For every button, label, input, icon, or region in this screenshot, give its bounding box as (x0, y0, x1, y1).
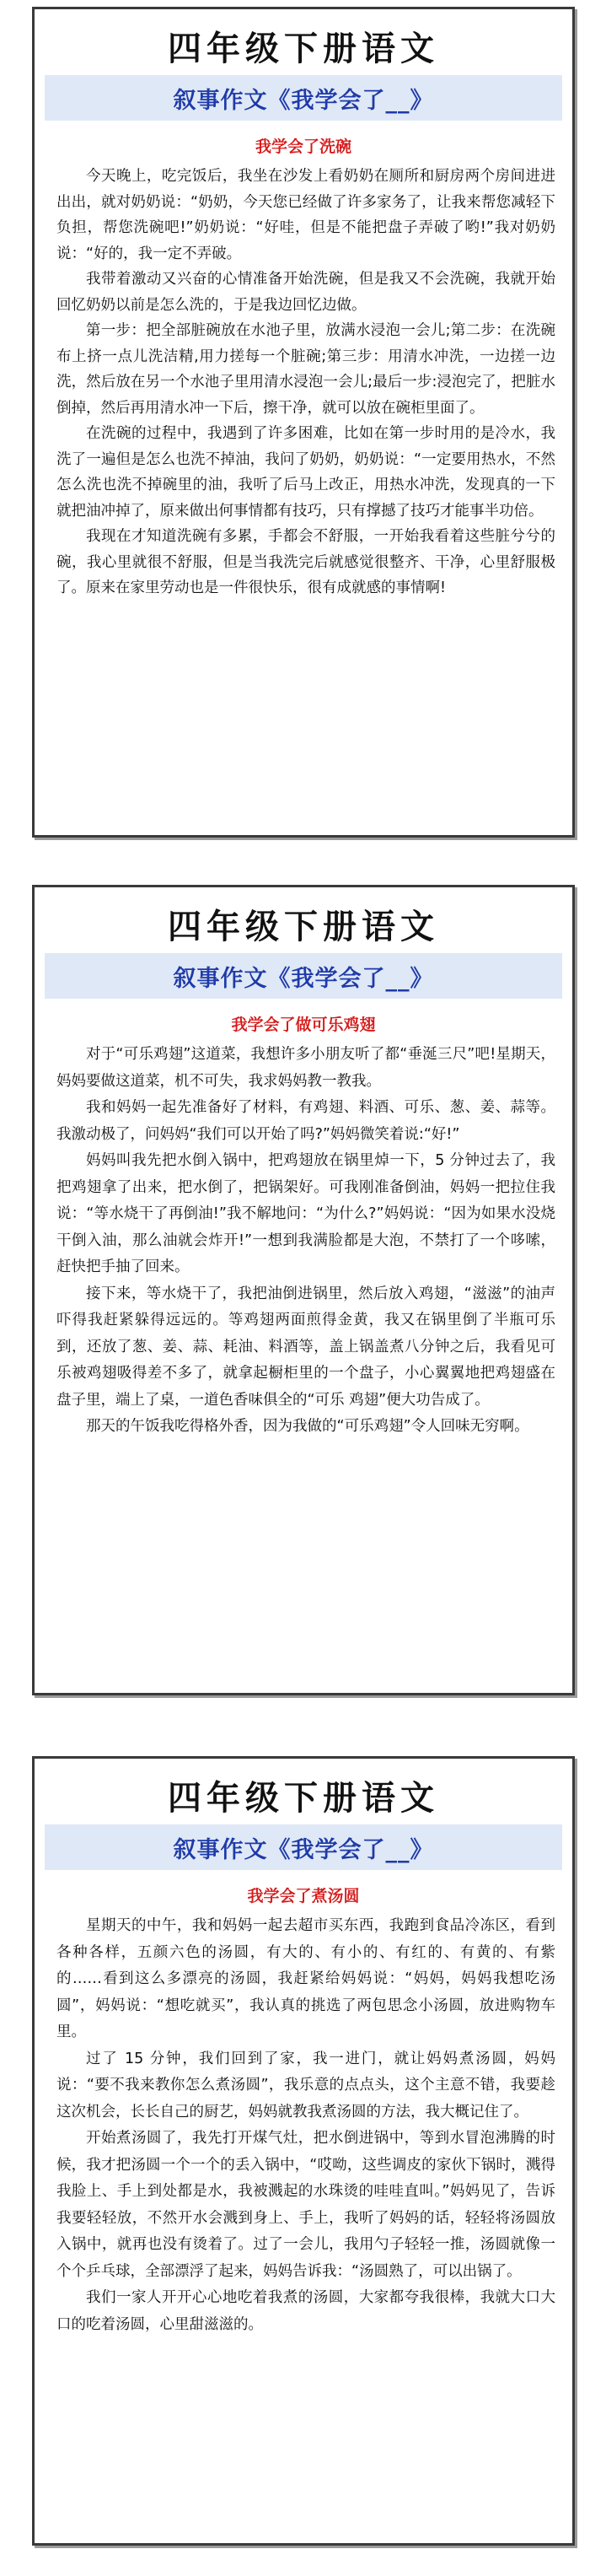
page-main-title: 四年级下册语文 (168, 1778, 439, 1818)
essay-paragraph: 开始煮汤圆了，我先打开煤气灶，把水倒进锅中，等到水冒泡沸腾的时候，我才把汤圆一个一个的丢入锅中，“哎呦，这些调皮的家伙下锅时，溅得我脸上、手上到处都是水，我被溅起的水珠烫的哇哇直叫。”妈妈见了，告诉我要轻轻放，不然开水会溅到身上、手上，我听了妈妈的话，轻轻将汤圆放入锅中，就再也没有烫着了。过了一会儿，我用勺子轻轻一推，汤圆就像一个个乒乓球，全部漂浮了起来，妈妈告诉我：“汤圆熟了，可以出锅了。 (56, 2130, 555, 2280)
essay-body (35, 1042, 572, 1441)
essay-paragraph: 我带着激动又兴奋的心情准备开始洗碗，但是我又不会洗碗，我就开始回忆奶奶以前是怎么洗的，于是我边回忆边做。 (56, 271, 555, 314)
page-main-title: 四年级下册语文 (168, 29, 439, 68)
essay-paragraph: 过了 15 分钟，我们回到了家，我一进门，就让妈妈煮汤圆，妈妈说：“要不我来教你怎么煮汤圆”，我乐意的点点头，这个主意不错，我要趁这次机会，长长自己的厨艺，妈妈就教我煮汤圆的方法，我大概记住了。 (56, 2050, 555, 2121)
essay-paragraph: 星期天的中午，我和妈妈一起去超市买东西，我跑到食品冷冻区，看到各种各样，五颜六色的汤圆，有大的、有小的、有红的、有黄的、有紫的……看到这么多漂亮的汤圆，我赶紧给妈妈说：“妈妈，妈妈我想吃汤圆”，妈妈说：“想吃就买”，我认真的挑选了两包思念小汤圆，放进购物车里。 (56, 1917, 555, 2040)
page-subtitle: 叙事作文《我学会了__》 (173, 87, 434, 114)
subtitle-band (45, 1824, 562, 1870)
essay-paragraph: 第一步：把全部脏碗放在水池子里，放满水浸泡一会儿;第二步：在洗碗布上挤一点儿洗洁精,用力搓每一个脏碗;第三步：用清水冲洗，一边搓一边洗，然后放在另一个水池子里用清水浸泡一会儿;最后一步:浸泡完了，把脏水倒掉，然后再用清水冲一下后，擦干净，就可以放在碗柜里面了。 (56, 322, 555, 417)
essay-paragraph: 那天的午饭我吃得格外香，因为我做的“可乐鸡翅”令人回味无穷啊。 (86, 1418, 529, 1435)
essay-paragraph: 妈妈叫我先把水倒入锅中，把鸡翅放在锅里焯一下，5 分钟过去了，我把鸡翅拿了出来，把水倒了，把锅架好。可我刚准备倒油，妈妈一把拉住我说：“等水烧干了再倒油!”我不解地问：“为什么?”妈妈说：“因为如果水没烧干倒入油，那么油就会炸开!”一想到我满脸都是大泡，不禁打了一个哆嗦，赶快把手抽了回来。 (56, 1152, 555, 1275)
essay-paragraph: 接下来，等水烧干了，我把油倒进锅里，然后放入鸡翅，“滋滋”的油声吓得我赶紧躲得远远的。等鸡翅两面煎得金黄，我又在锅里倒了半瓶可乐到，还放了葱、姜、蒜、耗油、料酒等，盖上锅盖煮八分钟之后，我看见可乐被鸡翅吸得差不多了，就拿起橱柜里的一个盘子，小心翼翼地把鸡翅盛在盘子里，端上了桌，一道色香味俱全的“可乐 鸡翅”便大功告成了。 (56, 1285, 555, 1409)
page-subtitle: 叙事作文《我学会了__》 (173, 965, 434, 992)
subtitle-band (45, 953, 562, 999)
essay-body (35, 1913, 572, 2338)
essay-page-2 (32, 885, 575, 1695)
page-main-title: 四年级下册语文 (168, 907, 439, 946)
essay-paragraph: 我们一家人开开心心地吃着我煮的汤圆，大家都夸我很棒，我就大口大口的吃着汤圆，心里甜滋滋的。 (56, 2289, 555, 2333)
essay-paragraph: 对于“可乐鸡翅”这道菜，我想许多小朋友听了都“垂涎三尺”吧!星期天，妈妈要做这道菜，机不可失，我求妈妈教一教我。 (56, 1046, 555, 1090)
essay-title: 我学会了煮汤圆 (247, 1887, 360, 1905)
essay-paragraph: 今天晚上，吃完饭后，我坐在沙发上看奶奶在厕所和厨房两个房间进进出出，就对奶奶说：“奶奶，今天您已经做了许多家务了，让我来帮您减轻下负担，帮您洗碗吧!”奶奶说：“好哇，但是不能把盘子弄破了哟!”我对奶奶说：“好的，我一定不弄破。 (56, 168, 555, 262)
subtitle-band (45, 75, 562, 121)
essay-page-3 (32, 1756, 575, 2546)
essay-paragraph: 在洗碗的过程中，我遇到了许多困难，比如在第一步时用的是冷水，我洗了一遍但是怎么也洗不掉油，我问了奶奶，奶奶说：“一定要用热水，不然怎么洗也洗不掉碗里的油，我听了后马上改正，用热水冲洗，发现真的一下就把油冲掉了，原来做出何事情都有技巧，只有撑撼了技巧才能事半功倍。 (56, 425, 555, 520)
essay-paragraph: 我和妈妈一起先准备好了材料，有鸡翅、料酒、可乐、葱、姜、蒜等。我激动极了，问妈妈“我们可以开始了吗?”妈妈微笑着说:“好!” (56, 1099, 555, 1143)
essay-title: 我学会了洗碗 (255, 137, 351, 156)
page-subtitle: 叙事作文《我学会了__》 (173, 1836, 434, 1863)
essay-paragraph: 我现在才知道洗碗有多累，手都会不舒服，一开始我看着这些脏兮兮的碗，我心里就很不舒服，但是当我洗完后就感觉很整齐、干净，心里舒服极了。原来在家里劳动也是一件很快乐，很有成就感的事情啊! (56, 528, 555, 596)
essay-page-1 (32, 7, 575, 838)
essay-body (35, 164, 572, 601)
essay-title: 我学会了做可乐鸡翅 (231, 1016, 376, 1034)
